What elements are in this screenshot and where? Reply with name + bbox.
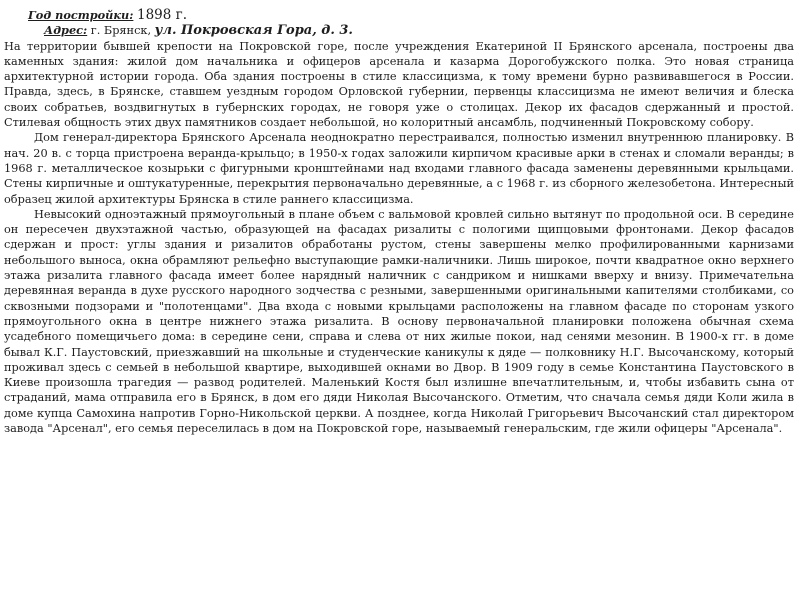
document-body — [4, 8, 794, 436]
construction-year-line — [4, 8, 794, 23]
address-street: ул. Покровская Гора, д. 3. — [154, 23, 353, 39]
paragraph-history: На территории бывшей крепости на Покровской горе, после учреждения Екатериной II Брянского арсенала, построены два каменных здания: жилой дом начальника и офицеров арсенала и казарма Дорогобужского полка. Это новая страница архитектурной истории города. Оба здания построены в стиле классицизма, к тому времени бурно развивавшегося в России. Правда, здесь, в Брянске, ставшем уездным городом Орловской губернии, первенцы классицизма не имеют величия и блеска своих собратьев, воздвигнутых в губернских городах, не говоря уже о столицах. Декор их фасадов сдержанный и простой. Стилевая общность этих двух памятников создает небольшой, но колоритный ансамбль, подчиненный Покровскому собору. — [4, 39, 794, 130]
address-city: г. Брянск, — [90, 24, 152, 38]
paragraph-architecture: Невысокий одноэтажный прямоугольный в плане объем с вальмовой кровлей сильно вытянут по продольной оси. В середине он пересечен двухэтажной частью, образующей на фасадах ризалиты с пологими щипцовыми фронтонами. Декор фасадов сдержан и прост: углы здания и ризалитов обработаны рустом, стены завершены мелко профилированными карнизами небольшого выноса, окна обрамляют рельефно выступающие рамки-наличники. Лишь широкое, почти квадратное окно верхнего этажа ризалита главного фасада имеет более нарядный наличник с сандриком и нишками вверху и внизу. Примечательна деревянная веранда в духе русского народного зодчества с резными, завершенными оригинальными капителями столбиками, со сквозными подзорами и "полотенцами". Два входа с новыми крыльцами расположены на главном фасаде по сторонам узкого прямоугольного окна в центре нижнего этажа ризалита. В основу первоначальной планировки положена обычная схема усадебного помещичьего дома: в середине сени, справа и слева от них жилые покои, над сенями мезонин. В 1900-х гг. в доме бывал К.Г. Паустовский, приезжавший на школьные и студенческие каникулы к дяде — полковнику Н.Г. Высочанскому, который проживал здесь с семьей в небольшой квартире, выходившей окнами во Двор. В 1909 году в семье Константина Паустовского в Киеве произошла трагедия — развод родителей. Маленький Костя был излишне впечатлительным, и, чтобы избавить сына от страданий, мама отправила его в Брянск, в дом его дяди Николая Высочанского. Отметим, что сначала семья дяди Коли жила в доме купца Самохина напротив Горно-Никольской церкви. А позднее, когда Николай Григорьевич Высочанский стал директором завода "Арсенал", его семья переселилась в дом на Покровской горе, называемый генеральским, где жили офицеры "Арсенала". — [4, 207, 794, 436]
address-line — [4, 23, 794, 38]
address-label: Адрес: — [44, 23, 88, 38]
paragraph-rebuilding: Дом генерал-директора Брянского Арсенала неоднократно перестраивался, полностью изменил внутреннюю планировку. В нач. 20 в. с торца пристроена веранда-крыльцо; в 1950-х годах заложили кирпичом красивые арки в стенах и сломали веранды; в 1968 г. металлическое козырьки с фигурными кронштейнами над входами главного фасада заменены деревянными крыльцами. Стены кирпичные и оштукатуренные, перекрытия первоначально деревянные, а с 1968 г. из сборного железобетона. Интересный образец жилой архитектуры Брянска в стиле раннего классицизма. — [4, 131, 794, 206]
construction-year-label: Год постройки: — [28, 8, 134, 22]
construction-year-value: 1898 г. — [136, 7, 187, 23]
